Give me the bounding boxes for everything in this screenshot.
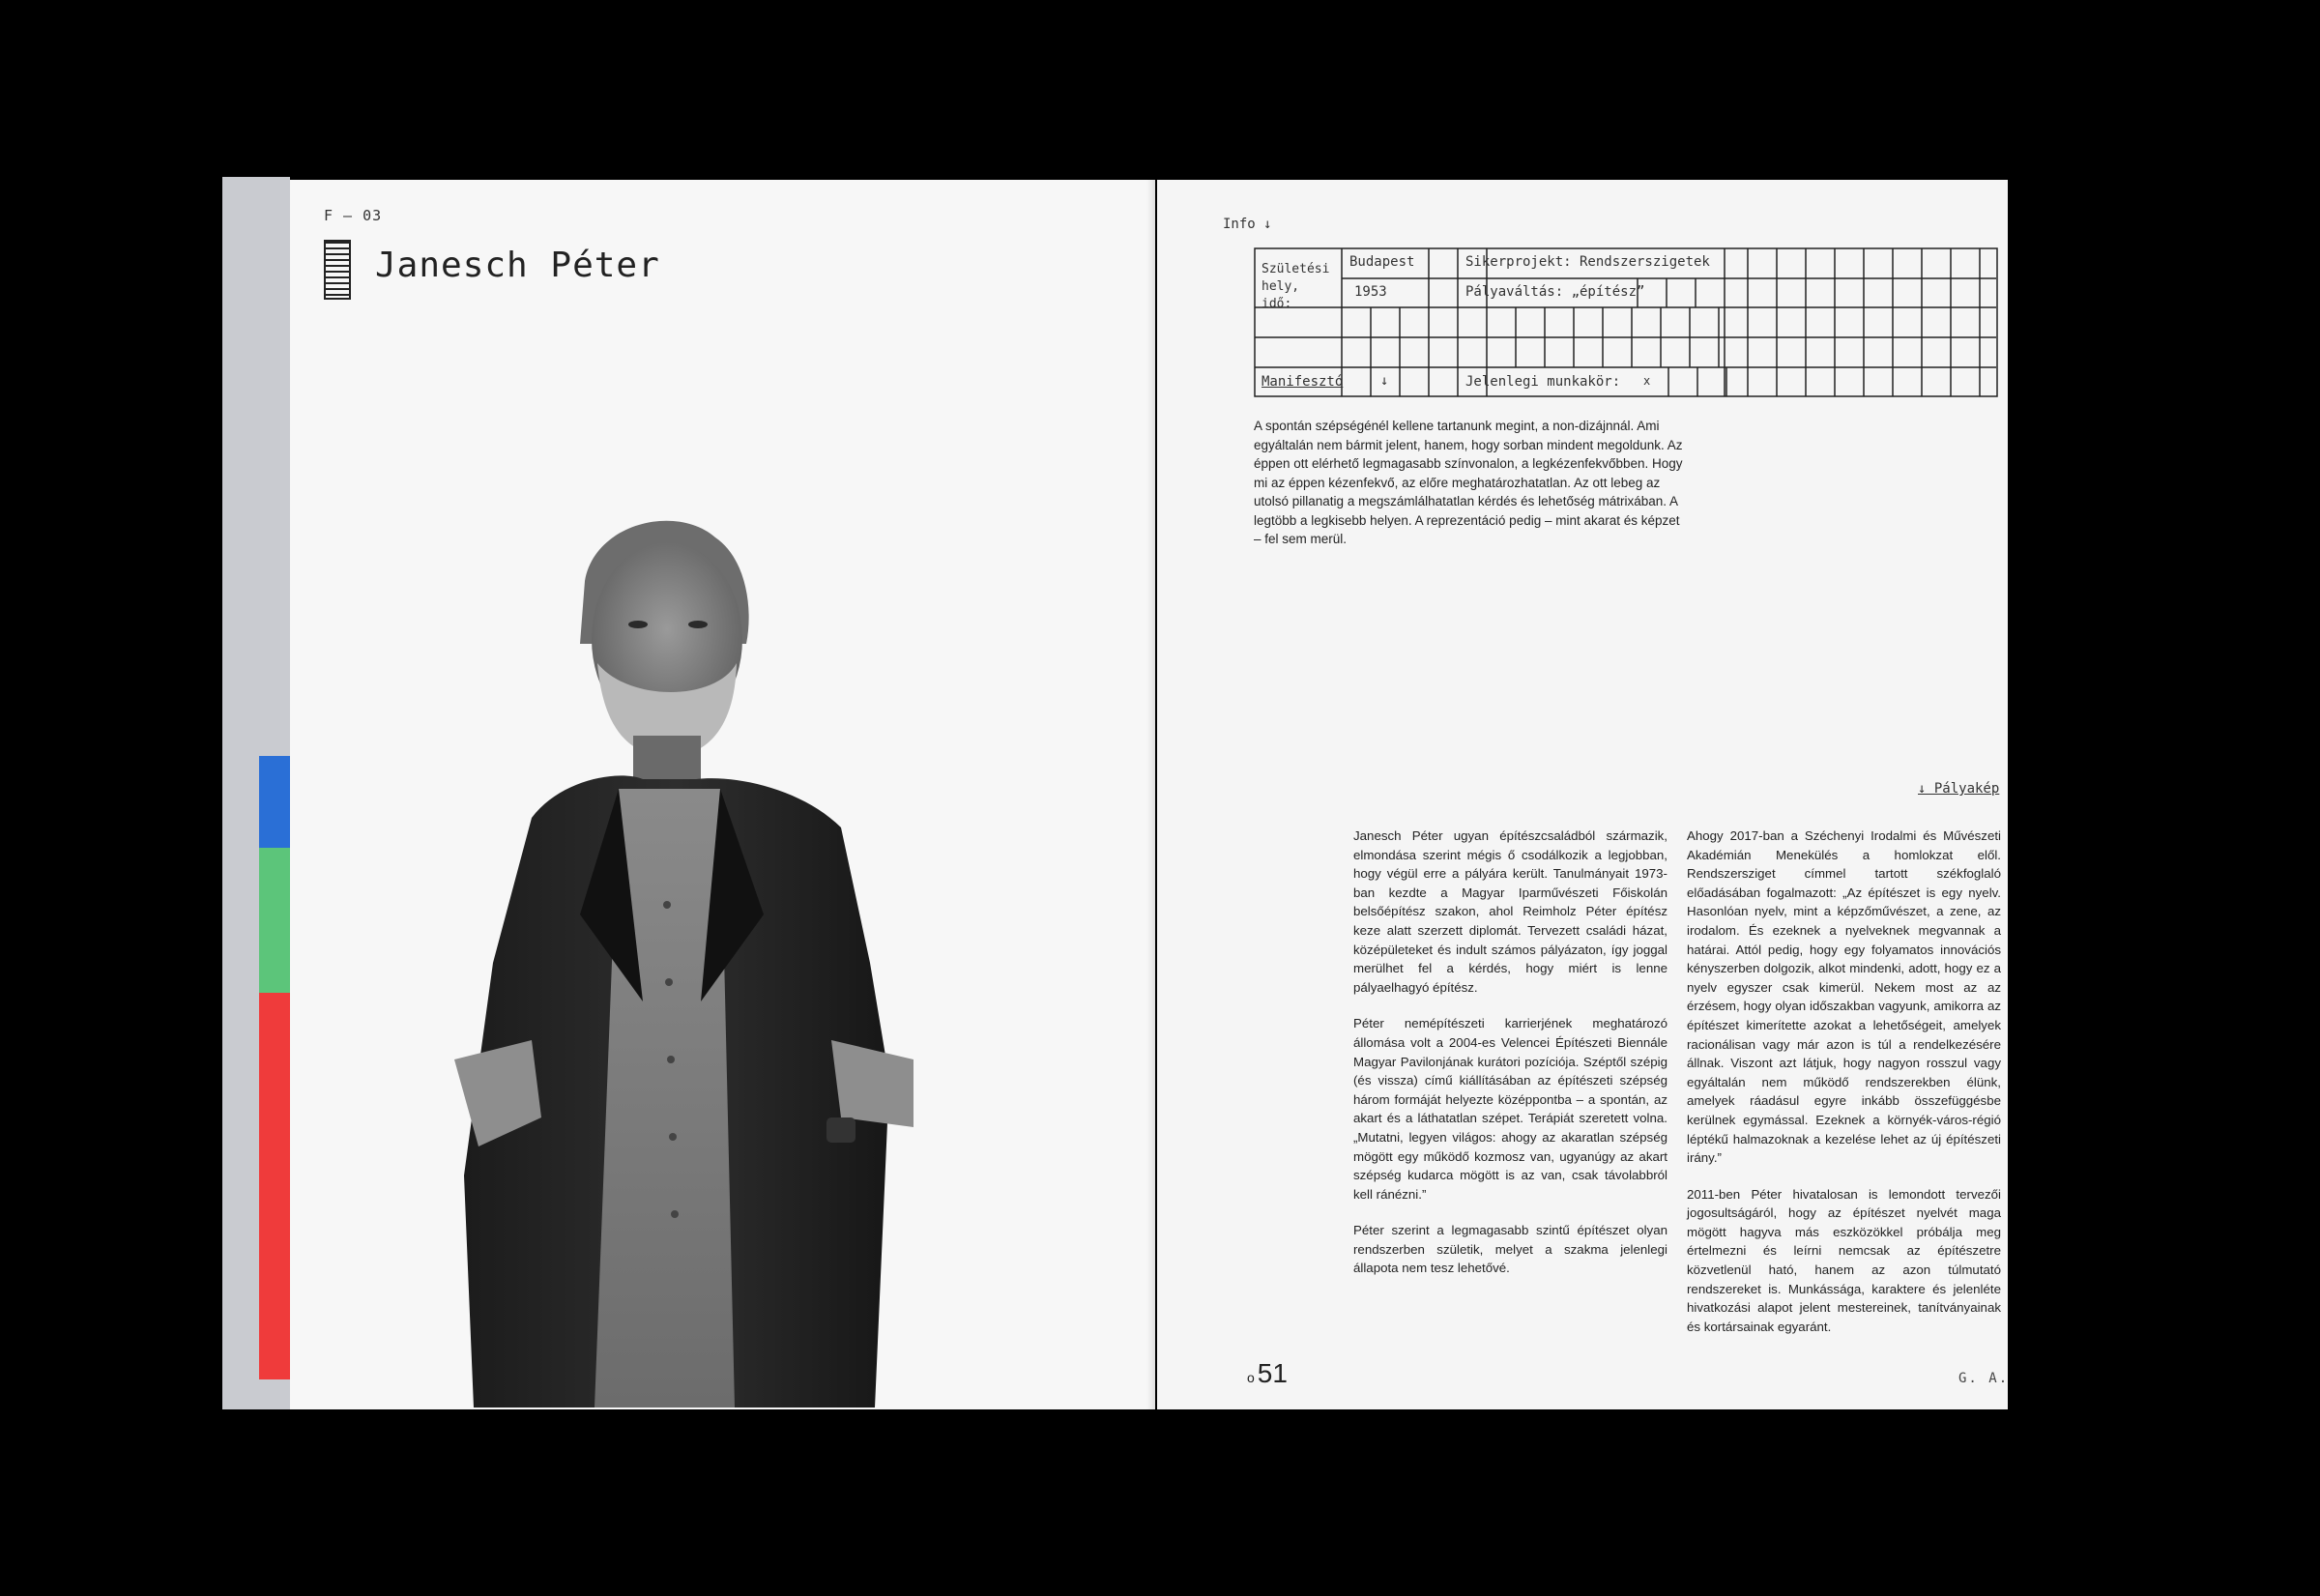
striped-bar-icon bbox=[324, 240, 351, 300]
manifesto-label: Manifesztó bbox=[1262, 374, 1344, 390]
person-name-heading: Janesch Péter bbox=[375, 246, 660, 285]
page-number bbox=[1247, 1358, 1288, 1389]
career-change: Pályaváltás: „építész” bbox=[1465, 284, 1645, 300]
paragraph: 2011-ben Péter hivatalosan is lemondott tervezői jogosultságáról, hogy az építészet nyelvét maga mögött hagyva más eszközökkel próbálja meg értelmezni és leírni nemcsak az építészetre közvetlenül ható, hanem az azon túlmutató rendszereket is. Munkássága, karaktere és jelenléte hivatkozási alapot jelent mestereinek, tanítványainak és kortársainak egyaránt. bbox=[1687, 1186, 2001, 1334]
birth-label: Születési hely, idő: bbox=[1262, 262, 1330, 311]
blue-color-band bbox=[259, 756, 292, 848]
red-color-band bbox=[259, 993, 292, 1379]
birth-year: 1953 bbox=[1354, 284, 1387, 300]
author-initials: G. A. bbox=[1958, 1371, 2010, 1386]
article-column-left bbox=[1353, 827, 1668, 1295]
portrait-photo bbox=[387, 499, 1005, 1409]
left-page bbox=[290, 180, 1155, 1409]
paragraph: Péter szerint a legmagasabb szintű építészet olyan rendszerben születik, melyet a szakma jelenlegi állapota nem tesz lehetővé. bbox=[1353, 1223, 1668, 1276]
info-grid-lines bbox=[1254, 247, 1998, 397]
paragraph: Péter nemépítészeti karrierjének meghatározó állomása volt a 2004-es Velencei Építészeti Biennále Magyar Pavilonjának kurátori pozíciója. Széptől szépig (és vissza) című kiállításában az építészeti szépség három formáját helyezte középpontba – a spontán, az akart és a láthatatlan szépet. Terápiát szeretett volna. „Mutatni, legyen világos: ahogy az akaratlan szépség mögött egy működő kozmosz van, ugyanúgy az akart szépség kudarca mögött is az van, csak távolabbról kell ránézni.” bbox=[1353, 1016, 1668, 1202]
section-code: F – 03 bbox=[324, 207, 383, 224]
page-number-prefix: o bbox=[1247, 1370, 1255, 1385]
down-arrow-icon: ↓ bbox=[1380, 373, 1389, 389]
success-project: Sikerprojekt: Rendszerszigetek bbox=[1465, 254, 1710, 270]
green-color-band bbox=[259, 848, 292, 993]
current-job-label: Jelenlegi munkakör: bbox=[1465, 374, 1621, 390]
page-number-value: 51 bbox=[1257, 1358, 1288, 1388]
info-grid bbox=[1254, 247, 1998, 397]
current-job-value: x bbox=[1643, 374, 1651, 388]
career-section-label: ↓ Pályakép bbox=[1918, 781, 2000, 797]
paragraph: Ahogy 2017-ban a Széchenyi Irodalmi és Művészeti Akadémián Menekülés a homlokzat elől. Rendszersziget címmel tartott székfoglaló előadásában fogalmazott: „Az építészet is egy nyelv. Hasonlóan nyelv, mint a képzőművészet, a zene, az irodalom. És ezeknek a nyelveknek megvannak a határai. Attól pedig, hogy egy folyamatos innovációs kényszerben dolgozik, alkot mindenki, adott, hogy ez a nyelv egyszer csak kimerül. Nekem most az az érzésem, hogy olyan időszakban vagyunk, amikorra az építészet kimerítette azokat a lehetőségeit, amelyek racionálisan vagy már azon is túl a rendelkezésére állnak. Viszont azt látjuk, hogy nagyon rosszul vagy egyáltalán nem működő rendszerekben élünk, amelyek ráadásul egyre inkább összefüggésbe kerülnek egymással. Ezeknek a környék-város-régió léptékű halmazoknak a kezelése lehet az új építészeti irány.” bbox=[1687, 828, 2001, 1166]
info-label: Info ↓ bbox=[1223, 217, 1272, 232]
paragraph: Janesch Péter ugyan építészcsaládból származik, elmondása szerint mégis ő csodálkozik a legjobban, hogy végül erre a pályára került. Tanulmányait 1973-ban kezdte a Magyar Iparművészeti Főiskolán belsőépítész szakon, ahol Reimholz Péter építész keze alatt szerzett diplomát. Tervezett családi házat, középületeket és indult számos pályázaton, így joggal merülhet fel a kérdés, hogy miért is lenne pályaelhagyó építész. bbox=[1353, 828, 1668, 995]
birth-place: Budapest bbox=[1349, 254, 1415, 270]
manifesto-text: A spontán szépségénél kellene tartanunk megint, a non-dizájnnál. Ami egyáltalán nem bármit jelent, hanem, hogy sorban mindent megoldunk. Az éppen ott elérhető legmagasabb színvonalon, a legkézenfekvőbben. Hogy mi az éppen kézenfekvő, az előre meghatározhatatlan. Az ott lebeg az utolsó pillanatig a megszámlálhatatlan kérdés és lehetőség mátrixában. A legtöbb a legkisebb helyen. A reprezentáció pedig – mint akarat és képzet – fel sem merül. bbox=[1254, 419, 1683, 546]
article-column-right bbox=[1687, 827, 2001, 1353]
